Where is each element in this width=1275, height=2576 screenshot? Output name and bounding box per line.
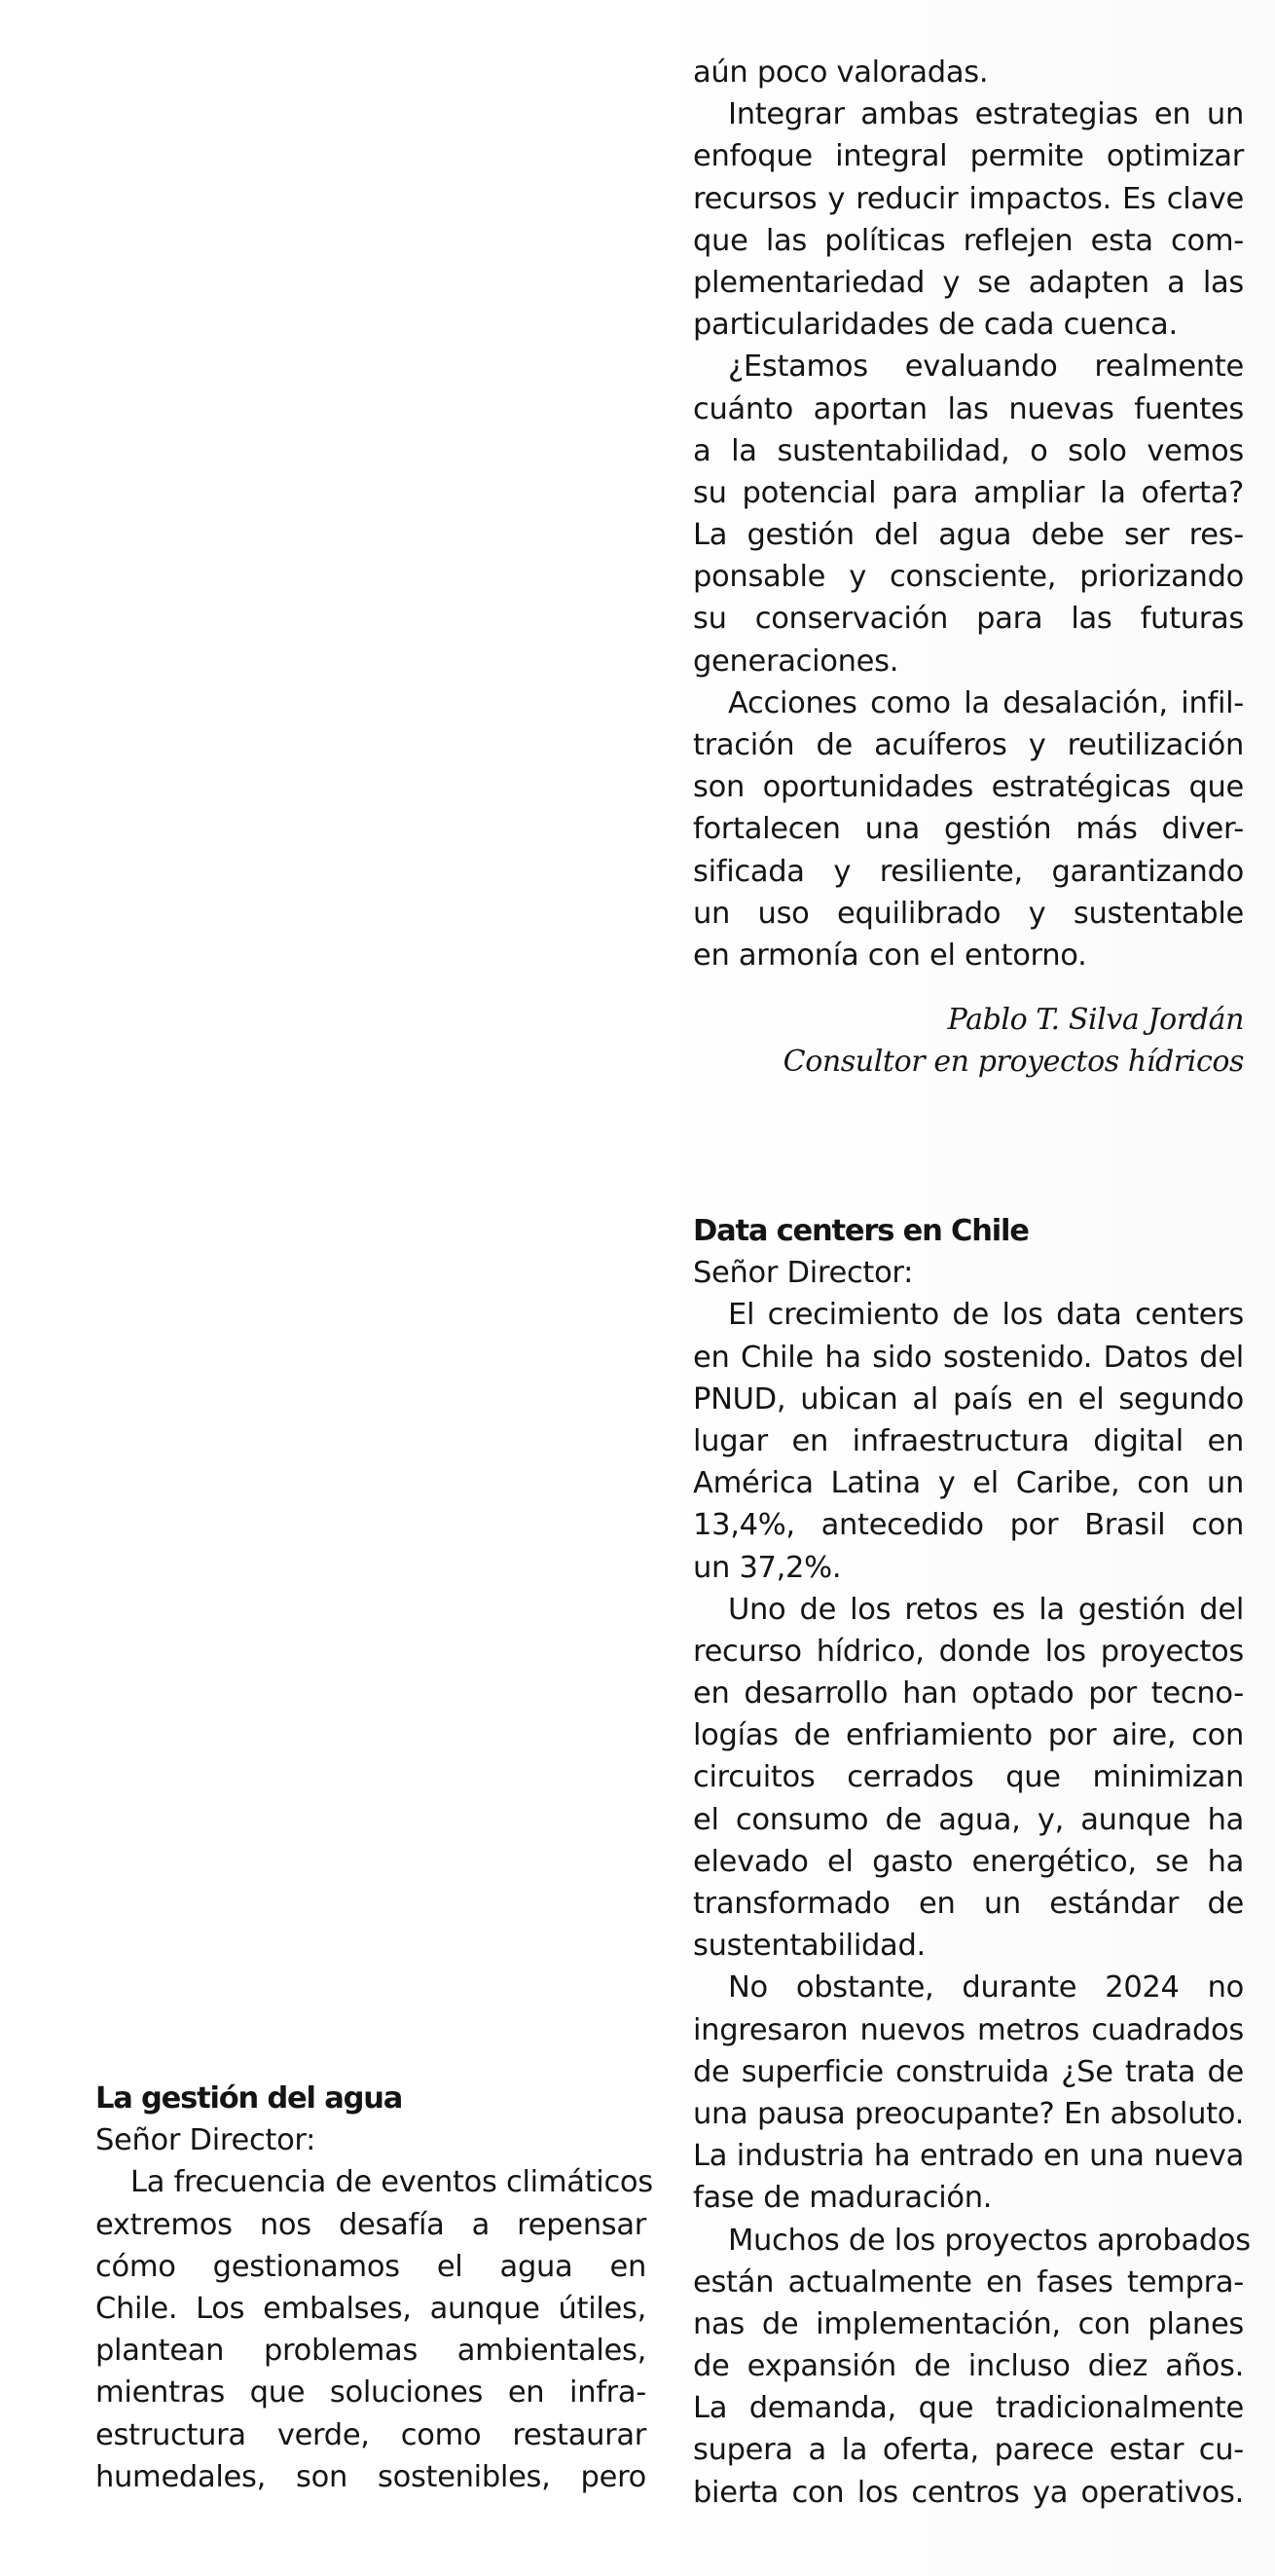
letter-signature	[693, 999, 1244, 1083]
paragraph-line: lugar en infraestructura digital en	[693, 1423, 1244, 1458]
letter-data-centers	[693, 1210, 1251, 2514]
paragraph-line: sificada y resiliente, garantizando	[693, 854, 1244, 889]
signature-name: Pablo T. Silva Jordán	[947, 1003, 1244, 1037]
paragraph-line: logías de enfriamiento por aire, con	[693, 1718, 1244, 1753]
paragraph-line: plementariedad y se adapten a las	[693, 265, 1244, 300]
paragraph-line: transformado en un estándar de	[693, 1887, 1244, 1921]
paragraph-line: de superficie construida ¿Se trata de	[693, 2054, 1244, 2089]
paragraph-line: La frecuencia de eventos climáticos	[130, 2165, 653, 2200]
paragraph-line: fase de maduración.	[693, 2181, 993, 2216]
signature-role: Consultor en proyectos hídricos	[783, 1045, 1244, 1079]
paragraph-line: en desarrollo han optado por tecno-	[693, 1676, 1244, 1711]
paragraph-line: en Chile ha sido sostenido. Datos del	[693, 1340, 1244, 1375]
paragraph-line: No obstante, durante 2024 no	[728, 1970, 1244, 2006]
paragraph-line: a la sustentabilidad, o solo vemos	[693, 433, 1244, 468]
letter-headline: La gestión del agua	[95, 2081, 403, 2116]
paragraph-line: elevado el gasto energético, se ha	[693, 1844, 1244, 1879]
paragraph-line: en armonía con el entorno.	[693, 938, 1087, 973]
paragraph-line: particularidades de cada cuenca.	[693, 308, 1178, 343]
paragraph-line: El crecimiento de los data centers	[728, 1298, 1244, 1333]
paragraph-line: La demanda, que tradicionalmente	[693, 2391, 1244, 2426]
letter-salutation: Señor Director:	[95, 2123, 316, 2158]
paragraph-line: enfoque integral permite optimizar	[693, 139, 1244, 174]
paragraph-line: que las políticas reflejen esta com-	[693, 223, 1244, 258]
paragraph-line: su conservación para las futuras	[693, 602, 1244, 637]
letter-gestion-agua	[95, 2078, 653, 2498]
paragraph-line: una pausa preocupante? En absoluto.	[693, 2096, 1244, 2131]
paragraph-line: un uso equilibrado y sustentable	[693, 896, 1244, 931]
paragraph-line: sustentabilidad.	[693, 1929, 926, 1964]
paragraph-line: fortalecen una gestión más diver-	[693, 812, 1244, 847]
paragraph-line: son oportunidades estratégicas que	[693, 770, 1244, 805]
paragraph-line: estructura verde, como restaurar	[95, 2417, 646, 2452]
paragraph-line: un 37,2%.	[693, 1550, 842, 1585]
paragraph-line: ponsable y consciente, priorizando	[693, 560, 1244, 595]
letter-salutation: Señor Director:	[693, 1256, 914, 1291]
paragraph-line: ¿Estamos evaluando realmente	[728, 350, 1244, 385]
paragraph-line: nas de implementación, con planes	[693, 2306, 1244, 2341]
paragraph-line: recurso hídrico, donde los proyectos	[693, 1634, 1244, 1669]
letter-headline: Data centers en Chile	[693, 1214, 1029, 1248]
paragraph-line: Muchos de los proyectos aprobados	[728, 2223, 1251, 2258]
paragraph-line: circuitos cerrados que minimizan	[693, 1760, 1244, 1795]
paragraph-line: América Latina y el Caribe, con un	[693, 1466, 1244, 1501]
paragraph-line: plantean problemas ambientales,	[95, 2334, 646, 2369]
paragraph-line: generaciones.	[693, 644, 899, 679]
paragraph-line: su potencial para ampliar la oferta?	[693, 475, 1244, 510]
paragraph-line: humedales, son sostenibles, pero	[95, 2459, 646, 2494]
paragraph-line: recursos y reducir impactos. Es clave	[693, 181, 1244, 216]
paragraph-line: cómo gestionamos el agua en	[95, 2249, 646, 2284]
paragraph-line: La gestión del agua debe ser res-	[693, 518, 1244, 553]
paragraph-line: Uno de los retos es la gestión del	[728, 1592, 1244, 1627]
paragraph-line: el consumo de agua, y, aunque ha	[693, 1802, 1244, 1837]
paragraph-line: cuánto aportan las nuevas fuentes	[693, 391, 1244, 426]
paragraph-line: Integrar ambas estrategias en un	[728, 97, 1244, 132]
paragraph-line: tración de acuíferos y reutilización	[693, 728, 1244, 762]
paragraph-line: PNUD, ubican al país en el segundo	[693, 1381, 1244, 1417]
paragraph-line: 13,4%, antecedido por Brasil con	[693, 1508, 1244, 1543]
paragraph-line: aún poco valoradas.	[693, 55, 989, 90]
paragraph-line: bierta con los centros ya operativos.	[693, 2475, 1244, 2510]
paragraph-line: supera a la oferta, parece estar cu-	[693, 2433, 1244, 2468]
paragraph-line: Chile. Los embalses, aunque útiles,	[95, 2291, 646, 2326]
paragraph-line: están actualmente en fases tempra-	[693, 2264, 1244, 2300]
paragraph-line: La industria ha entrado en una nueva	[693, 2139, 1244, 2174]
paragraph-line: extremos nos desafía a repensar	[95, 2207, 646, 2242]
paragraph-line: Acciones como la desalación, infil-	[728, 685, 1244, 720]
letter-continuation	[693, 52, 1244, 976]
paragraph-line: de expansión de incluso diez años.	[693, 2349, 1244, 2384]
paragraph-line: mientras que soluciones en infra-	[95, 2375, 646, 2410]
paragraph-line: ingresaron nuevos metros cuadrados	[693, 2012, 1244, 2047]
